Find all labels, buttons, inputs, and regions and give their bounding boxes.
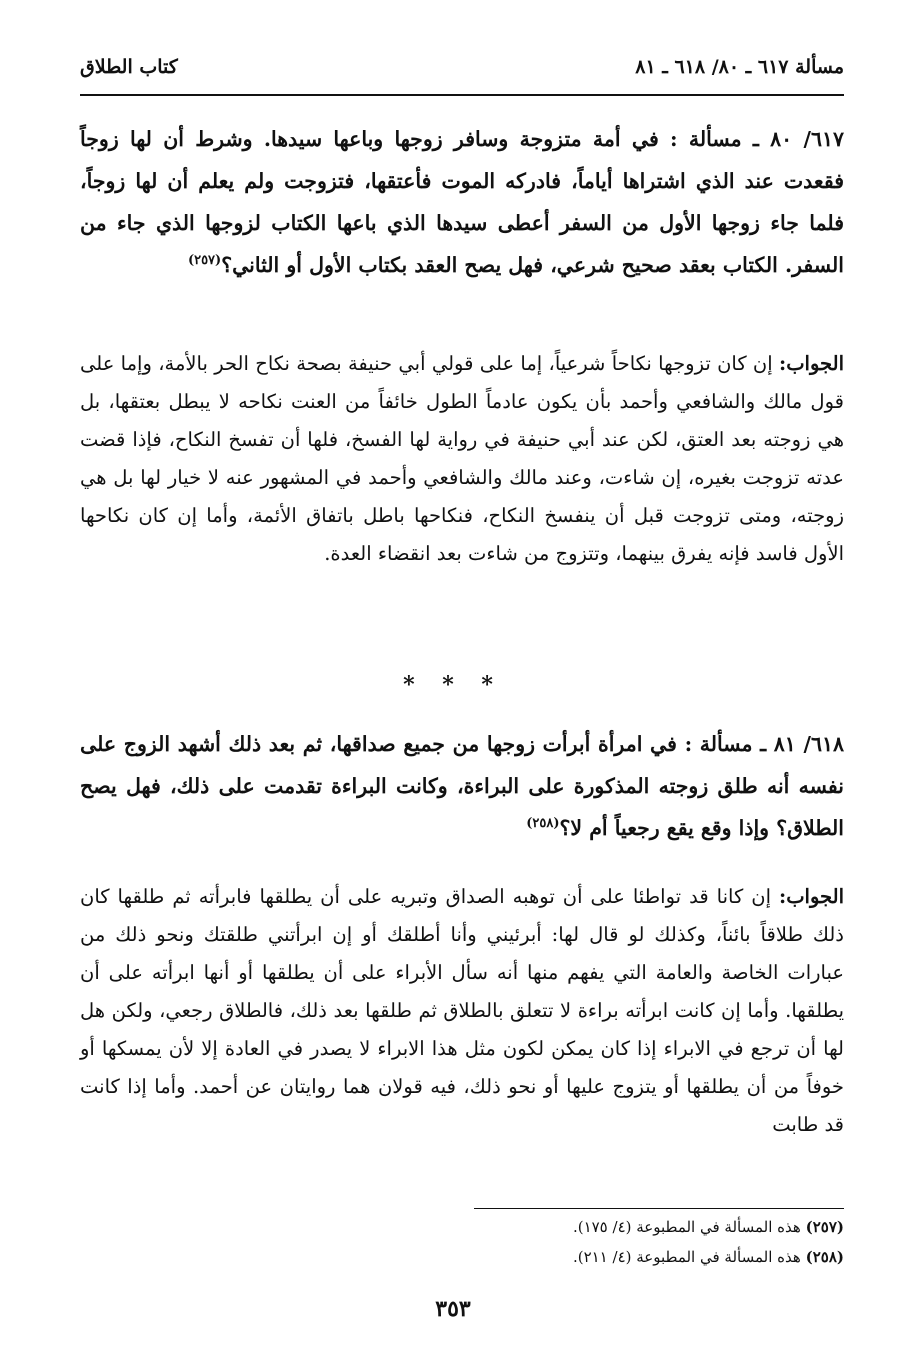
header-divider <box>80 94 844 96</box>
footnote-item <box>80 1242 844 1272</box>
answer-label: الجواب: <box>779 885 844 908</box>
header-book-title: كتاب الطلاق <box>80 56 178 78</box>
footnote-number: (٢٥٨) <box>805 1248 844 1266</box>
answer-text: إن كانا قد تواطئا على أن توهبه الصداق وتبريه على أن يطلقها فابرأته ثم طلقها كان ذلك طلاقاً بائناً، وكذلك لو قال لها: أبرئيني وأنا أطلقك أو إن ابرأتني طلقتك ونحو ذلك من عبارات الخاصة والعامة التي يفهم منها أنه سأل الأبراء على أن يطلقها أو أنها ابرأته على أن يطلقها. وأما إن كانت ابرأته براءة لا تتعلق بالطلاق ثم طلقها بعد ذلك، فالطلاق رجعي، ولكن هل لها أن ترجع في الابراء إذا كان يمكن لكون مثل هذا الابراء لا يصدر في العادة إلا لأن يمسكها أو خوفاً من أن يطلقها أو يتزوج عليها أو نحو ذلك، فيه قولان هما روايتان عن أحمد. وأما إذا كانت قد طابت <box>80 885 844 1136</box>
page-number: ٣٥٣ <box>435 1296 471 1322</box>
answer-618 <box>80 878 844 1144</box>
question-618 <box>80 723 844 849</box>
question-number: ٦١٨/ ٨١ ـ مسألة : <box>684 732 844 756</box>
footnote-number: (٢٥٧) <box>805 1218 844 1236</box>
footnote-text: هذه المسألة في المطبوعة (٤/ ١٧٥). <box>572 1218 801 1236</box>
header-issue-range: مسألة ٦١٧ ـ ٨٠/ ٦١٨ ـ ٨١ <box>635 56 844 78</box>
question-number: ٦١٧/ ٨٠ ـ مسألة : <box>670 127 845 151</box>
footnote-ref: (٢٥٨) <box>526 816 560 832</box>
running-header <box>80 50 844 90</box>
footnotes <box>80 1212 844 1272</box>
footnote-text: هذه المسألة في المطبوعة (٤/ ٢١١). <box>572 1248 801 1266</box>
footnote-ref: (٢٥٧) <box>187 253 222 269</box>
question-617 <box>80 118 844 286</box>
answer-617 <box>80 345 844 573</box>
answer-text: إن كان تزوجها نكاحاً شرعياً، إما على قولي أبي حنيفة بصحة نكاح الحر بالأمة، وإما على قول مالك والشافعي وأحمد بأن يكون عادماً الطول خائفاً من العنت نكاحه لا يبطل بعتقها، بل هي زوجته بعد العتق، لكن عند أبي حنيفة في رواية لها الفسخ، فلها أن تفسخ النكاح، فإذا قضت عدته تزوجت بغيره، إن شاءت، وعند مالك والشافعي وأحمد في المشهور عنه لا خيار لها بل هي زوجته، ومتى تزوجت قبل أن ينفسخ النكاح، فنكاحها باطل باتفاق الأئمة، وأما إن كان نكاحها الأول فاسد فإنه يفرق بينهما، وتتزوج من شاءت بعد انقضاء العدة. <box>80 352 844 565</box>
section-separator: * * * <box>403 672 503 698</box>
footnote-item <box>80 1212 844 1242</box>
question-text: في امرأة أبرأت زوجها من جميع صداقها، ثم بعد ذلك أشهد الزوج على نفسه أنه طلق زوجته المذكورة على البراءة، وكانت البراءة تقدمت على ذلك، فهل يصح الطلاق؟ وإذا وقع يقع رجعياً أم لا؟ <box>80 732 844 840</box>
footnote-divider <box>474 1208 844 1209</box>
answer-label: الجواب: <box>779 352 844 375</box>
question-text: في أمة متزوجة وسافر زوجها وباعها سيدها. وشرط أن لها زوجاً فقعدت عند الذي اشتراها أياماً، فادركه الموت فأعتقها، فتزوجت ولم يعلم أن لها زوجاً، فلما جاء زوجها الأول من السفر أعطى سيدها الذي باعها الكتاب لزوجها الذي جاء من السفر. الكتاب بعقد صحيح شرعي، فهل يصح العقد بكتاب الأول أو الثاني؟ <box>80 127 844 277</box>
